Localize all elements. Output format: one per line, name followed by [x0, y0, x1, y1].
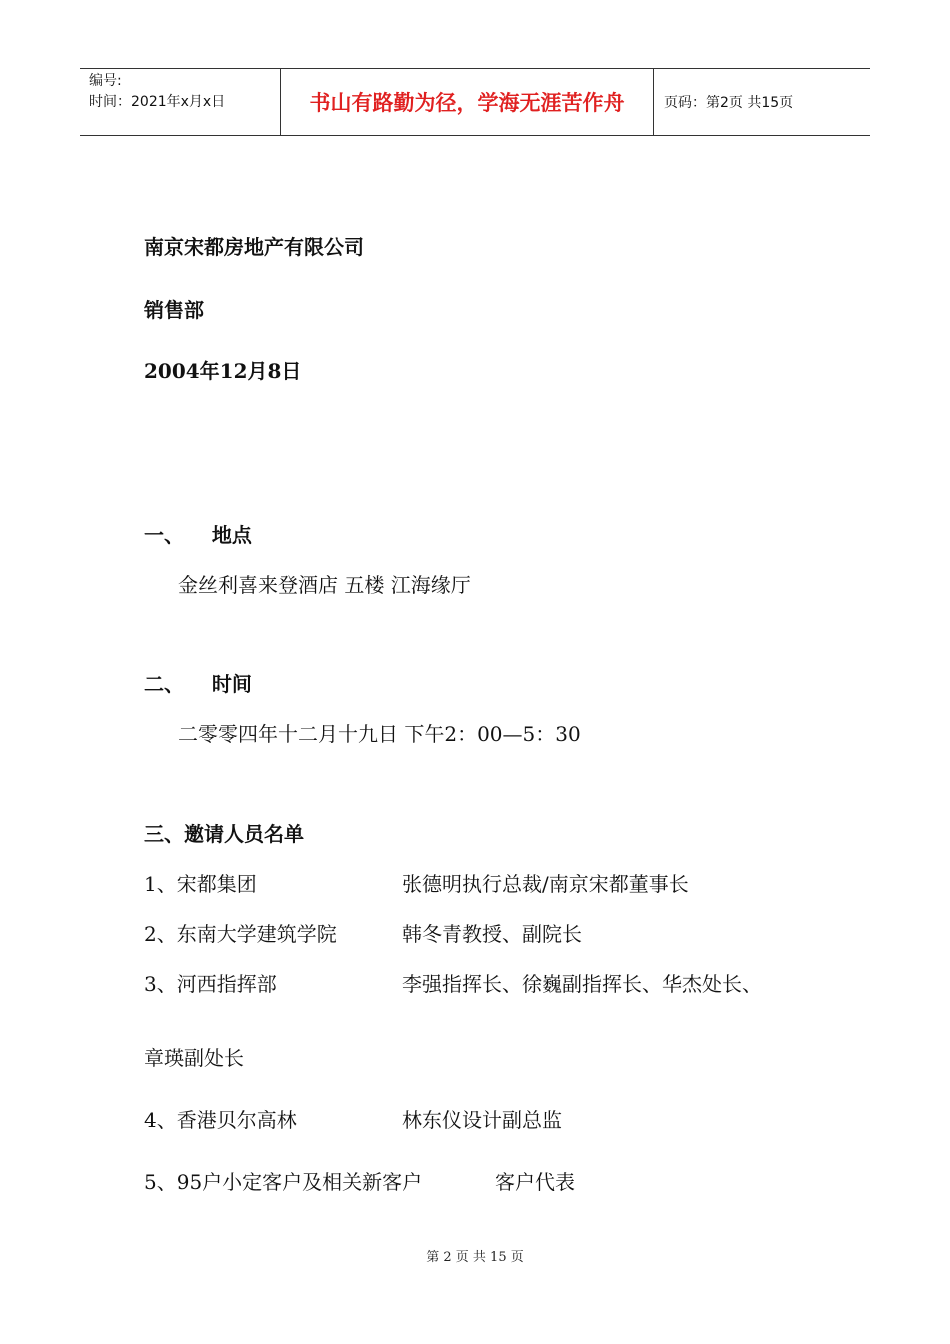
- invitee-people: 张德明执行总裁/南京宋都董事长: [402, 872, 689, 896]
- company-name: 南京宋都房地产有限公司: [144, 235, 364, 259]
- invitee-org: 5、95户小定客户及相关新客户: [144, 1170, 423, 1194]
- section-location-heading: 一、 地点: [144, 523, 252, 547]
- page-header: [80, 68, 870, 136]
- header-left-cell: [80, 69, 281, 135]
- section-time-heading: 二、 时间: [144, 672, 252, 696]
- department: 销售部: [144, 298, 204, 322]
- section-location-content: 金丝利喜来登酒店 五楼 江海缘厅: [178, 573, 471, 597]
- motto: 书山有路勤为径，学海无涯苦作舟: [281, 69, 654, 135]
- invitee-people: 韩冬青教授、副院长: [402, 922, 582, 946]
- invitee-people: 林东仪设计副总监: [402, 1108, 562, 1132]
- invitee-org: 2、东南大学建筑学院: [144, 922, 337, 946]
- time-label: 时间：2021年x月x日: [89, 94, 226, 110]
- invitee-org: 1、宋都集团: [144, 872, 257, 896]
- invitee-people: 客户代表: [495, 1170, 575, 1194]
- document-date: 2004年12月8日: [144, 359, 302, 383]
- invitee-org: 3、河西指挥部: [144, 972, 277, 996]
- page-info: 页码：第2页 共15页: [664, 95, 794, 111]
- section-time-content: 二零零四年十二月十九日 下午2：00—5：30: [178, 722, 581, 746]
- invitee-continuation: 章瑛副处长: [144, 1046, 244, 1070]
- invitee-org: 4、香港贝尔高林: [144, 1108, 297, 1132]
- section-invitees-heading: 三、邀请人员名单: [144, 822, 304, 846]
- number-label: 编号:: [89, 73, 122, 89]
- invitee-people: 李强指挥长、徐巍副指挥长、华杰处长、: [402, 972, 762, 996]
- page-footer: 第 2 页 共 15 页: [426, 1250, 524, 1265]
